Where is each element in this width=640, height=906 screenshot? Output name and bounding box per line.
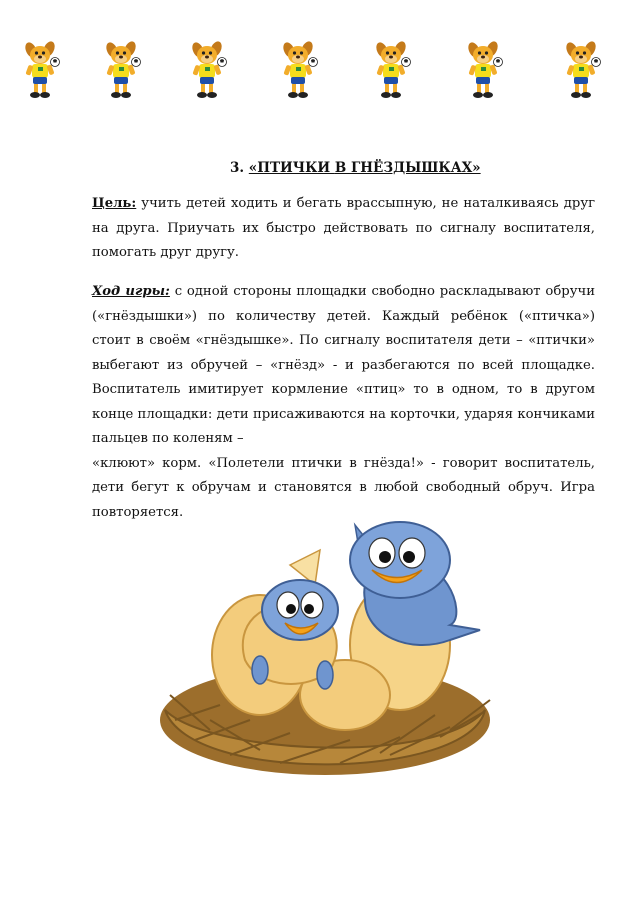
procedure-paragraph (92, 280, 595, 525)
dog-footballer-icon (373, 40, 411, 100)
mascot-row (0, 40, 640, 102)
dog-footballer-icon (189, 40, 227, 100)
dog-footballer-icon (563, 40, 601, 100)
procedure-label: Ход игры: (92, 284, 170, 299)
dog-footballer-icon (103, 40, 141, 100)
goal-text: учить детей ходить и бегать врассыпную, не наталкиваясь друг на друга. Приучать их быстро действовать по сигналу воспитателя, помогать друг другу. (92, 196, 595, 260)
title-part-3: ГНЁЗДЫШКАХ» (350, 160, 481, 176)
title-part-2: В (334, 160, 351, 176)
page-title (230, 160, 481, 176)
goal-label: Цель: (92, 196, 137, 211)
procedure-text: с одной стороны площадки свободно раскладывают обручи («гнёздышки») по количеству детей. Каждый ребёнок («птичка») стоит в своём «гнёздышке». По сигналу воспитателя дети – «птички» выбегают из обручей – «гнёзд» - и разбегаются по всей площадке. Воспитатель имитирует кормление «птиц» то в одном, то в другом конце площадки: дети присаживаются на корточки, ударяя кончиками пальцев по коленям – (92, 284, 595, 446)
dog-footballer-icon (280, 40, 318, 100)
dog-footballer-icon (465, 40, 503, 100)
goal-paragraph (92, 192, 595, 266)
procedure-text-continued: «клюют» корм. «Полетели птички в гнёзда!» - говорит воспитатель, дети бегут к обручам и становятся в любой свободный обруч. Игра повторяется. (92, 455, 595, 520)
title-part-1: «ПТИЧКИ (248, 160, 335, 176)
dog-footballer-icon (22, 40, 60, 100)
title-number: 3. (230, 160, 245, 176)
birds-in-nest-icon (150, 505, 500, 790)
